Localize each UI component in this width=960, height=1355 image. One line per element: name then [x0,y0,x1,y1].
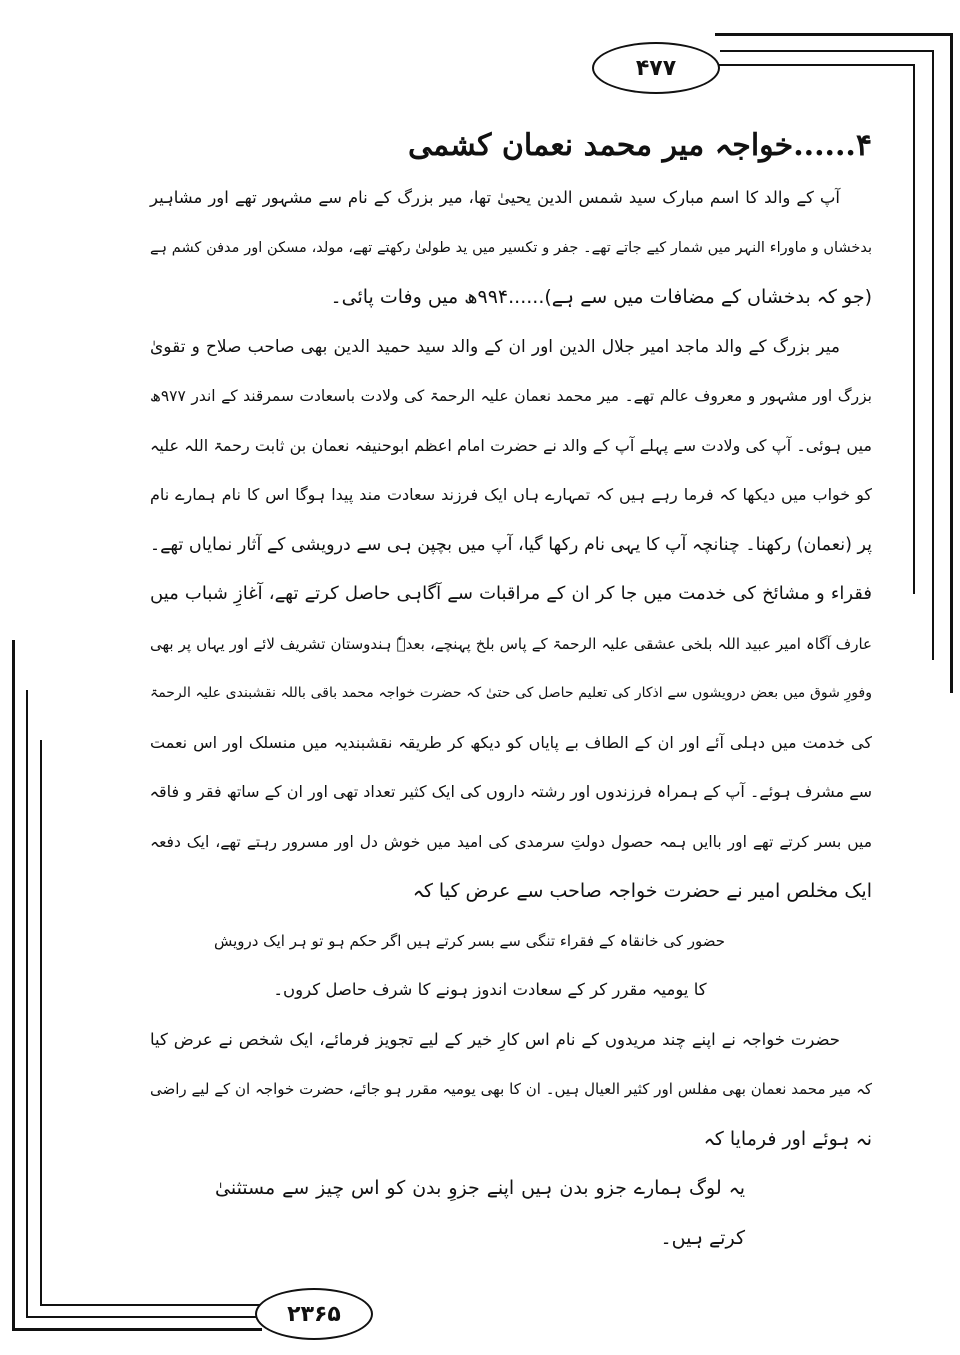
text-line: نہ ہوئے اور فرمایا کہ [703,1127,872,1150]
text-line: کو خواب میں دیکھا کہ فرما رہے ہیں کہ تمہارے ہاں ایک فرزند سعادت مند پیدا ہوگا اس کا نام ہمارے نام [150,485,872,504]
frame-right-line-inner [913,64,915,594]
frame-top-line-inner [718,64,914,66]
text-line: کہ میر محمد نعمان بھی مفلس اور کثیر العیال ہیں۔ ان کا بھی یومیہ مقرر ہو جائے، حضرت خواجہ ان کے لیے راضی [150,1080,872,1098]
text-line: حضرت خواجہ نے اپنے چند مریدوں کے نام اس کارِ خیر کے لیے تجویز فرمائے، ایک شخص نے عرض کیا [150,1029,840,1049]
frame-right-line-middle [932,50,934,660]
frame-bottom-line-outer [12,1328,262,1331]
frame-top-line-middle [720,50,932,52]
frame-left-line-middle [26,690,28,1318]
page-number-bottom: ۲۳۶۵ [255,1288,373,1340]
text-line: وفورِ شوق میں بعض درویشوں سے اذکار کی تعلیم حاصل کی حتیٰ کہ حضرت خواجہ محمد باقی باللہ نقشبندی علیہ الرحمۃ [150,685,872,701]
section-heading: ۴......خواجہ میر محمد نعمان کشمی [407,128,872,163]
text-line: میں بسر کرتے تھے اور باایں ہمہ حصول دولتِ سرمدی کی امید میں خوش دل اور مسرور رہتے تھے، ایک دفعہ [150,832,872,851]
frame-left-line-outer [12,640,15,1330]
frame-bottom-line-inner [40,1304,266,1306]
frame-bottom-line-middle [26,1316,262,1318]
frame-right-line-outer [950,33,953,693]
text-line: بدخشاں و ماوراء النہر میں شمار کیے جاتے تھے۔ جفر و تکسیر میں ید طولیٰ رکھتے تھے، مولد، مسکن اور مدفن کشم ہے [150,239,872,256]
frame-left-line-inner [40,740,42,1306]
text-line: آپ کے والد کا اسم مبارک سید شمس الدین یحییٰ تھا، میر بزرگ کے نام سے مشہور تھے اور مشاہیر [150,188,840,207]
page-number-top: ۴۷۷ [592,42,720,94]
text-line: ایک مخلص امیر نے حضرت خواجہ صاحب سے عرض کیا کہ [412,880,872,902]
text-line: عارف آگاہ امیر عبید اللہ بلخی عشقی علیہ الرحمۃ کے پاس بلخ پہنچے، بعدہٗ ہندوستان تشریف لائے اور یہاں پر بھی [150,634,872,653]
quote-line: کرتے ہیں۔ [660,1226,745,1249]
text-line: پر (نعمان) رکھنا۔ چنانچہ آپ کا یہی نام رکھا گیا، آپ میں بچپن ہی سے درویشی کے آثار نمایاں تھے۔ [149,534,872,555]
text-line: فقراء و مشائخ کی خدمت میں جا کر ان کے مراقبات سے آگاہی حاصل کرتے تھے، آغازِ شباب میں [150,583,872,604]
text-line: سے مشرف ہوئے۔ آپ کے ہمراہ فرزندوں اور رشتہ داروں کی ایک کثیر تعداد تھی اور ان کے ساتھ فقر و فاقہ [149,782,872,801]
quote-line: حضور کی خانقاہ کے فقراء تنگی سے بسر کرتے ہیں اگر حکم ہو تو ہر ایک درویش [213,931,725,950]
text-line: میں ہوئی۔ آپ کی ولادت سے پہلے آپ کے والد نے حضرت امام اعظم ابوحنیفہ نعمان بن ثابت رحمۃ اللہ علیہ [150,435,872,455]
text-line: کی خدمت میں دہلی آئے اور ان کے الطاف بے پایاں کو دیکھ کر طریقہ نقشبندیہ میں منسلک اور اس نعمت [150,732,872,752]
quote-line: کا یومیہ مقرر کر کے سعادت اندوز ہونے کا شرف حاصل کروں۔ [273,980,707,999]
quote-line: یہ لوگ ہمارے جزو بدن ہیں اپنے جزوِ بدن کو اس چیز سے مستثنیٰ [215,1177,745,1199]
text-line: بزرگ اور مشہور و معروف عالم تھے۔ میر محمد نعمان علیہ الرحمۃ کی ولادت باسعادت سمرقند کے اندر ۹۷۷ھ [150,387,872,405]
text-line: (جو کہ بدخشاں کے مضافات میں سے ہے)......۹۹۴ھ میں وفات پائی۔ [330,286,872,308]
frame-top-line-outer [715,33,952,36]
text-line: میر بزرگ کے والد ماجد امیر جلال الدین اور ان کے والد سید حمید الدین بھی صاحب صلاح و تقویٰ [150,336,840,357]
